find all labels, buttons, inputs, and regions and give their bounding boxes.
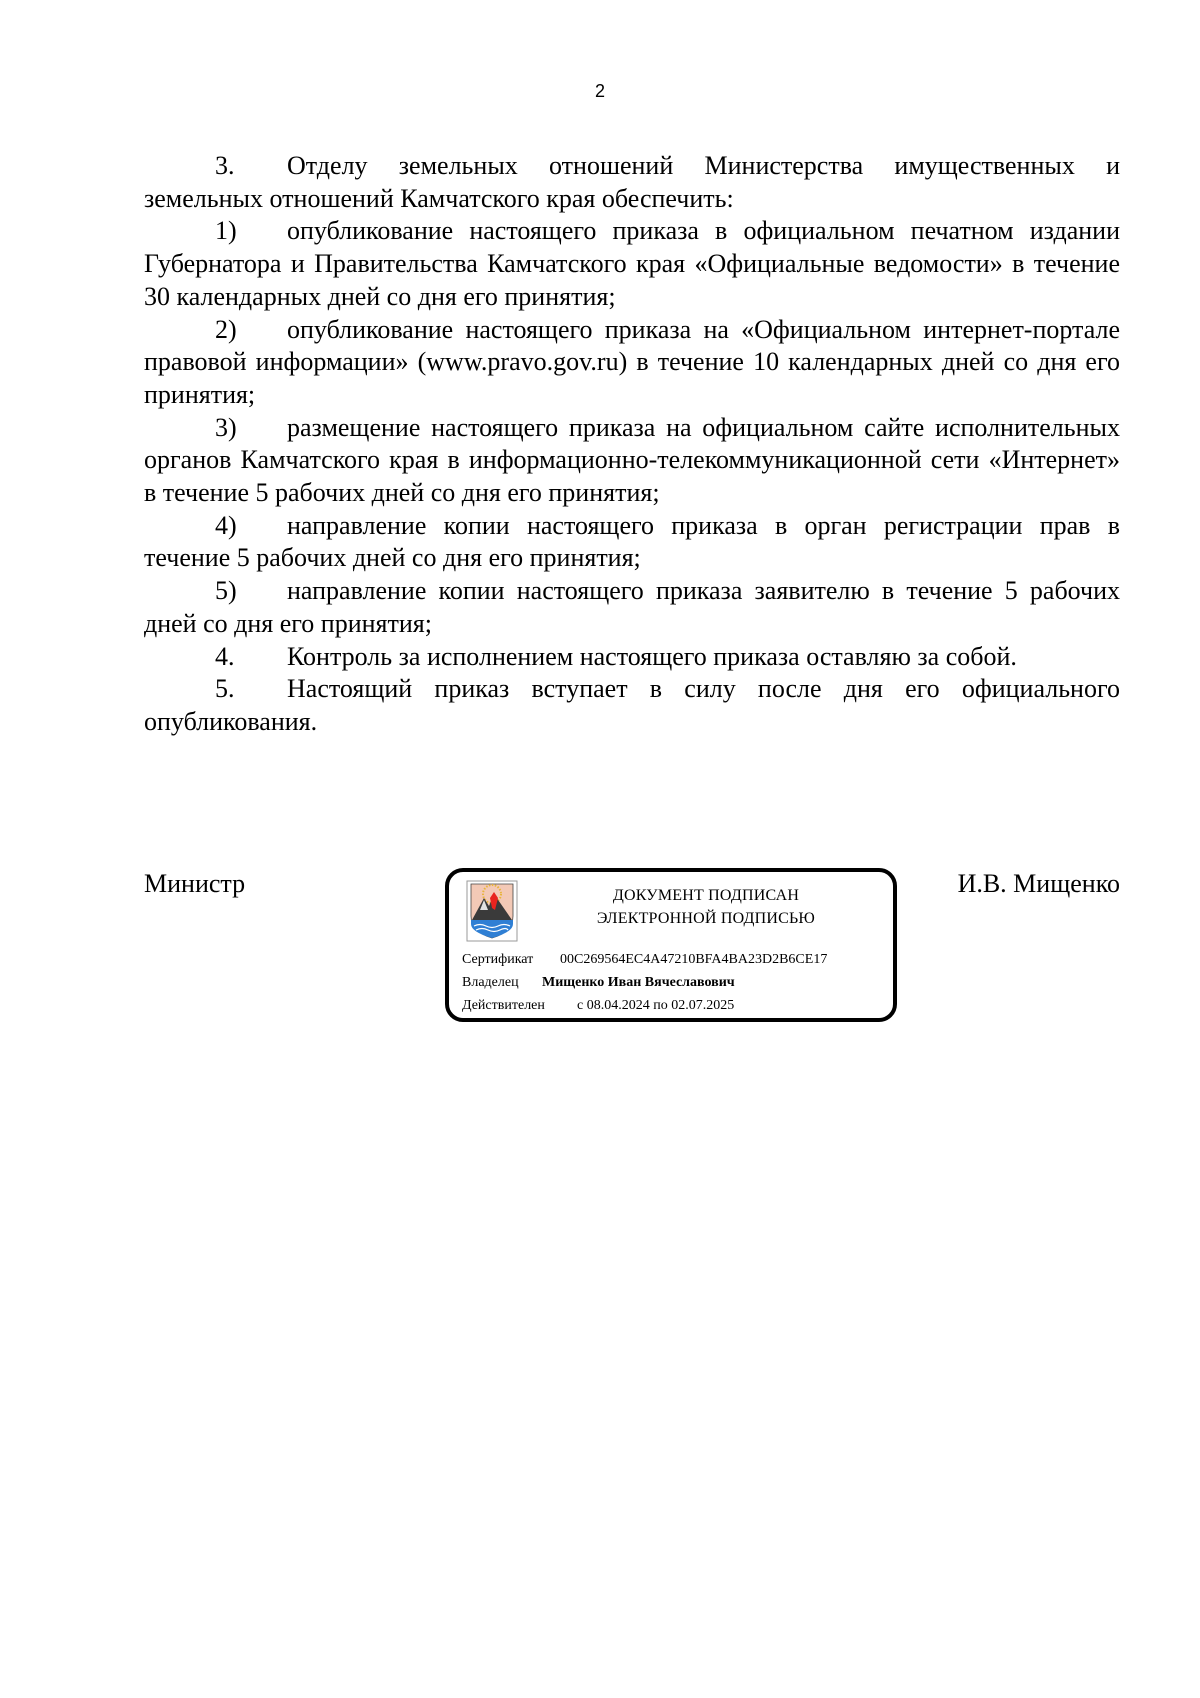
subparagraph-3 <box>144 412 1120 510</box>
paragraph-number: 5) <box>215 576 237 606</box>
document-body <box>144 150 1120 739</box>
stamp-title-line-1: ДОКУМЕНТ ПОДПИСАН <box>612 887 800 904</box>
stamp-title <box>529 884 883 930</box>
signatory-name: И.В. Мищенко <box>957 869 1120 898</box>
electronic-signature-stamp <box>445 868 897 1022</box>
paragraph-text: Контроль за исполнением настоящего приказа оставляю за собой. <box>287 641 1017 671</box>
certificate-value: 00C269564EC4A47210BFA4BA23D2B6CE17 <box>560 952 828 967</box>
owner-label: Владелец <box>462 975 519 990</box>
subparagraph-1 <box>144 215 1120 313</box>
paragraph-number: 5. <box>215 674 235 704</box>
paragraph-text: опубликование настоящего приказа в официальном печатном издании Губернатора и Правительства Камчатского края «Официальные ведомости» в течение 30 календарных дней со дня его принятия; <box>144 216 1120 311</box>
paragraph-5 <box>144 673 1120 738</box>
validity-label: Действителен <box>462 998 545 1013</box>
subparagraph-2 <box>144 314 1120 412</box>
stamp-title-line-2: ЭЛЕКТРОННОЙ ПОДПИСЬЮ <box>596 910 816 927</box>
stamp-owner-row <box>462 974 735 992</box>
signatory-position: Министр <box>144 869 246 898</box>
subparagraph-5 <box>144 575 1120 640</box>
paragraph-number: 4) <box>215 510 237 540</box>
paragraph-text: Отделу земельных отношений Министерства имущественных и земельных отношений Камчатского края обеспечить: <box>144 151 1120 213</box>
stamp-validity-row <box>462 997 734 1015</box>
paragraph-number: 4. <box>215 641 235 671</box>
signature-block <box>144 868 1120 1028</box>
subparagraph-4 <box>144 510 1120 575</box>
kamchatka-coat-of-arms-icon <box>466 880 518 942</box>
paragraph-4 <box>144 641 1120 674</box>
stamp-certificate-row <box>462 951 827 969</box>
paragraph-text: размещение настоящего приказа на официальном сайте исполнительных органов Камчатского края в информационно-телекоммуникационной сети «Интернет» в течение 5 рабочих дней со дня его принятия; <box>144 412 1120 508</box>
paragraph-text: направление копии настоящего приказа заявителю в течение 5 рабочих дней со дня его принятия; <box>144 576 1120 638</box>
certificate-label: Сертификат <box>462 952 534 967</box>
paragraph-text: Настоящий приказ вступает в силу после дня его официального опубликования. <box>144 674 1120 736</box>
paragraph-number: 2) <box>215 314 237 344</box>
paragraph-text: опубликование настоящего приказа на «Официальном интернет-портале правовой информации» (www.pravo.gov.ru) в течение 10 календарных дней со дня его принятия; <box>144 314 1120 409</box>
validity-value: с 08.04.2024 по 02.07.2025 <box>577 998 735 1013</box>
owner-value: Мищенко Иван Вячеславович <box>542 975 735 990</box>
page-number: 2 <box>594 81 605 101</box>
paragraph-number: 3. <box>215 151 235 180</box>
paragraph-3 <box>144 150 1120 215</box>
paragraph-number: 1) <box>215 216 237 246</box>
paragraph-text: направление копии настоящего приказа в орган регистрации прав в течение 5 рабочих дней со дня его принятия; <box>144 510 1120 573</box>
paragraph-number: 3) <box>215 412 237 442</box>
